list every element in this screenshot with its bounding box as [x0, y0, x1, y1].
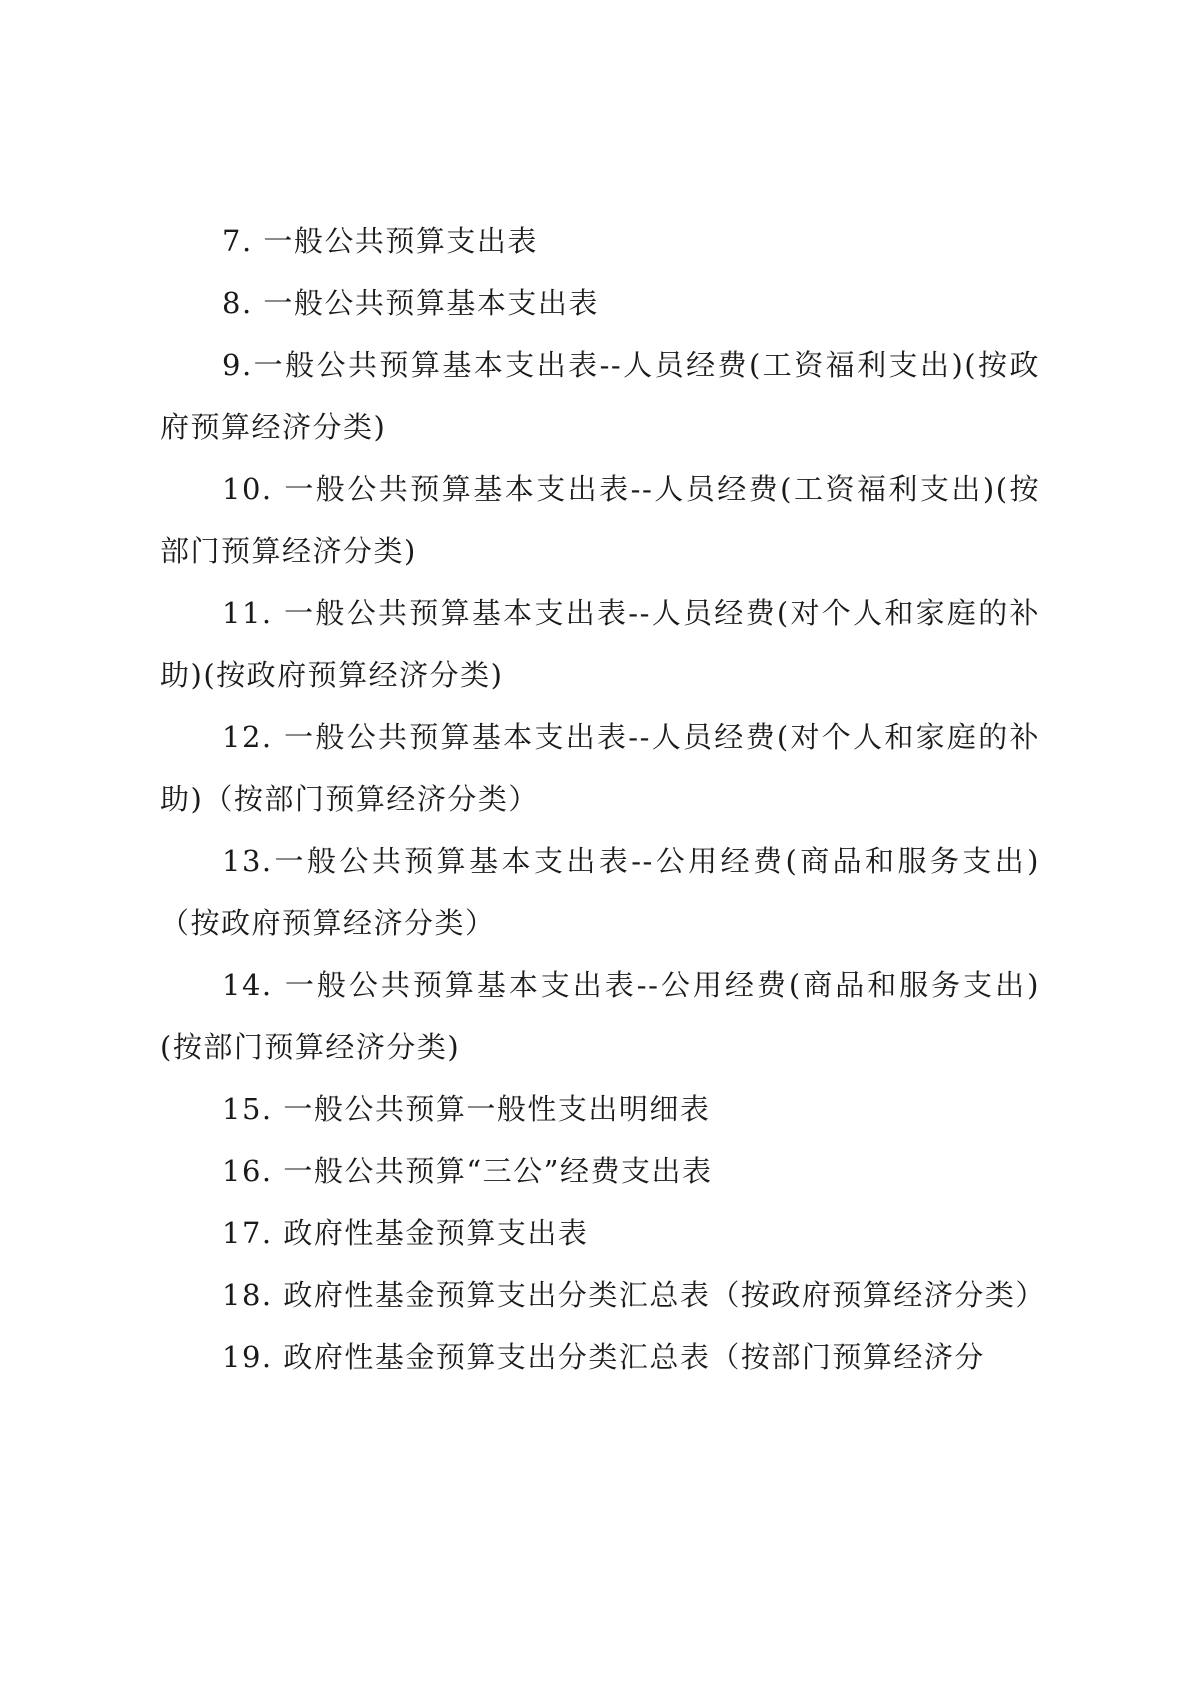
list-item: 17. 政府性基金预算支出表	[222, 1216, 589, 1250]
list-item: 7. 一般公共预算支出表	[222, 224, 538, 258]
list-item: 19. 政府性基金预算支出分类汇总表（按部门预算经济分	[222, 1340, 985, 1374]
list-item: 10. 一般公共预算基本支出表--人员经费(工资福利支出)(按部门预算经济分类)	[160, 472, 1040, 568]
list-item: 16. 一般公共预算“三公”经费支出表	[222, 1154, 713, 1188]
list-item: 18. 政府性基金预算支出分类汇总表（按政府预算经济分类）	[222, 1278, 1046, 1312]
list-item: 8. 一般公共预算基本支出表	[222, 286, 599, 320]
list-item: 11. 一般公共预算基本支出表--人员经费(对个人和家庭的补助)(按政府预算经济分类)	[160, 596, 1040, 692]
appendix-list	[160, 210, 1046, 1388]
list-item: 14. 一般公共预算基本支出表--公用经费(商品和服务支出)(按部门预算经济分类)	[160, 968, 1040, 1064]
list-item: 13.一般公共预算基本支出表--公用经费(商品和服务支出)（按政府预算经济分类）	[160, 844, 1040, 940]
list-item: 9.一般公共预算基本支出表--人员经费(工资福利支出)(按政府预算经济分类)	[160, 348, 1040, 444]
list-item: 15. 一般公共预算一般性支出明细表	[222, 1092, 711, 1126]
list-item: 12. 一般公共预算基本支出表--人员经费(对个人和家庭的补助)（按部门预算经济分类）	[160, 720, 1040, 816]
